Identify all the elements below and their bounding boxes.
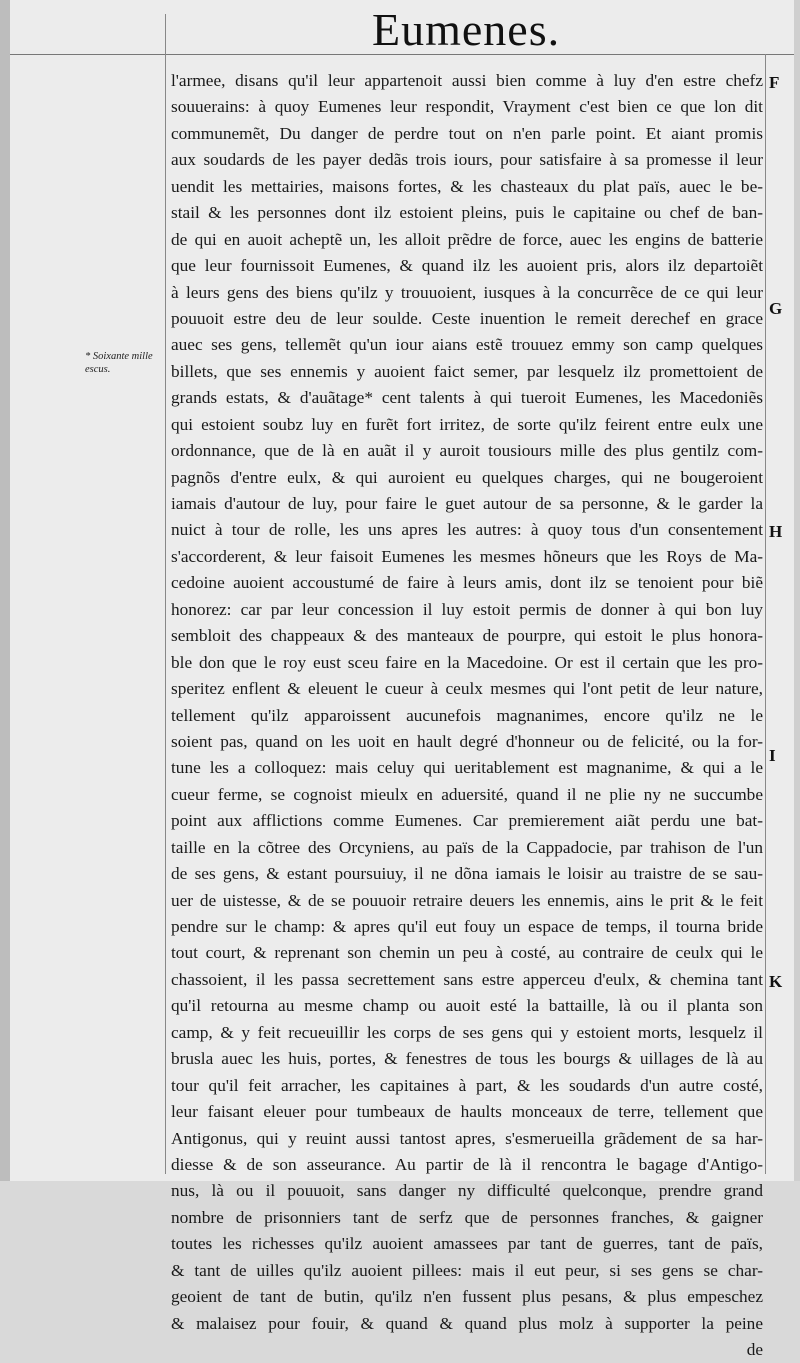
text-line: & malaisez pour fouir, & quand & quand plus molz à supporter la peine <box>171 1313 763 1333</box>
text-line: de qui en auoit acheptẽ un, les alloit prẽdre de force, auec les engins de batterie <box>171 229 763 249</box>
text-line: tour qu'il feit arracher, les capitaines à part, & les soudards d'un autre costé, <box>171 1075 763 1095</box>
text-line: pagnõs d'entre eulx, & qui auroient eu quelques charges, qui ne bougeroient <box>171 467 763 487</box>
margin-letter-i: I <box>769 746 776 765</box>
text-line: communemẽt, Du danger de perdre tout on n'en parle point. Et aiant promis <box>171 123 763 143</box>
body-text <box>171 68 763 1363</box>
text-line: stail & les personnes dont ilz estoient pleins, puis le capitaine ou chef de ban- <box>171 203 763 223</box>
text-line: soient pas, quand on les uoit en hault degré d'honneur ou de felicité, ou la for- <box>171 731 763 751</box>
text-line: uendit les mettairies, maisons fortes, & les chasteaux du plat païs, auec le be- <box>171 176 763 196</box>
right-margin-rule <box>765 54 766 1174</box>
text-line: grands estats, & d'auãtage* cent talents à qui tueroit Eumenes, les Macedoniẽs <box>171 388 763 408</box>
margin-letter-g: G <box>769 299 783 318</box>
text-line: nombre de prisonniers tant de serfz que de personnes franches, & gaigner <box>171 1207 763 1227</box>
page-gutter-shadow <box>0 0 10 1181</box>
text-line: Antigonus, qui y reuint aussi tantost apres, s'esmerueilla grãdement de sa har- <box>171 1128 763 1148</box>
text-line: sembloit des chappeaux & des manteaux de pourpre, qui estoit le plus honora- <box>171 626 763 646</box>
text-line: s'accorderent, & leur faisoit Eumenes les mesmes hõneurs que les Roys de Ma- <box>171 546 763 566</box>
text-line: point aux afflictions comme Eumenes. Car premierement aiãt perdu une bat- <box>171 811 763 831</box>
text-line: aux soudards de les payer dedãs trois iours, pour satisfaire à sa promesse il leur <box>171 150 763 170</box>
text-line: brusla auec les huis, portes, & fenestres de tous les bourgs & uillages de là au <box>171 1049 763 1069</box>
text-line: uer de uistesse, & de se pouuoir retraire deuers les ennemis, ains le prit & le feit <box>171 890 763 910</box>
text-line: ble don que le roy eust sceu faire en la Macedoine. Or est il certain que les pro- <box>171 652 763 672</box>
page-edge <box>794 0 800 1181</box>
text-line: que leur fournissoit Eumenes, & quand ilz les auoient pris, alors ilz departoiẽt <box>171 256 763 276</box>
text-line: billets, que ses ennemis y auoient faict semer, par lesquelz ilz promettoient de <box>171 361 763 381</box>
text-line: pouuoit estre deu de leur soulde. Ceste inuention le remeit derechef en grace <box>171 308 763 328</box>
text-line: nus, là ou il pouuoit, sans danger ny difficulté quelconque, prendre grand <box>171 1181 763 1201</box>
text-line: ordonnance, que de là en auãt il y auroit tousiours mille des plus gentilz com- <box>171 441 763 461</box>
text-line: leur faisant eleuer pour tumbeaux de haults monceaux de terre, tellement que <box>171 1102 763 1122</box>
text-line: tune les a colloquez: mais celuy qui ueritablement est magnanime, & qui a le <box>171 758 763 778</box>
text-line: camp, & y feit recueuillir les corps de ses gens qui y estoient morts, lesquelz il <box>171 1022 763 1042</box>
text-line: de <box>746 1340 763 1359</box>
text-line: speritez enflent & eleuent le cueur à ceulx mesmes qui l'ont petit de leur nature, <box>171 679 763 699</box>
text-line: cueur ferme, se cognoist mieulx en aduersité, quand il ne plie ny ne succumbe <box>171 784 763 804</box>
margin-letter-f: F <box>769 73 780 92</box>
margin-note: * Soixante mille escus. <box>85 351 153 375</box>
header-rule <box>10 54 794 55</box>
text-line: chassoient, il les passa secrettement sans estre apperceu d'eulx, & chemina tant <box>171 969 763 989</box>
text-line: nuict à tour de rolle, les uns apres les autres: à quoy tous d'un consentement <box>171 520 763 540</box>
margin-letter-k: K <box>769 972 783 991</box>
text-line: souuerains: à quoy Eumenes leur respondit, Vrayment c'est bien ce que lon dit <box>171 97 763 117</box>
text-line: auec ses gens, tellemẽt qu'un iour aians estẽ trouuez emmy son camp quelques <box>171 335 763 355</box>
text-line: de ses gens, & estant poursuiuy, il ne dõna iamais le loisir au traistre de se sau- <box>171 864 763 884</box>
text-line: geoient de tant de butin, qu'ilz n'en fussent plus pesans, & plus empeschez <box>171 1287 763 1307</box>
text-line: à leurs gens des biens qu'ilz y trouuoient, iusques à la concurrẽce de ce qui leur <box>171 282 763 302</box>
text-line: iamais d'autour de luy, pour faire le guet autour de sa personne, & le garder la <box>171 494 763 513</box>
text-line: diesse & de son asseurance. Au partir de là il rencontra le bagage d'Antigo- <box>171 1154 763 1174</box>
text-line: qu'il retourna au mesme champ ou auoit esté la battaille, là ou il planta son <box>171 996 763 1016</box>
text-line: taille en la cõtree des Orcyniens, au païs de la Cappadocie, par trahison de l'un <box>171 837 763 857</box>
text-line: & tant de uilles qu'ilz auoient pillees: mais il eut peur, si ses gens se char- <box>171 1260 763 1280</box>
text-line: tellement qu'ilz apparoissent aucunefois magnanimes, encore qu'ilz ne le <box>171 705 763 725</box>
text-line: l'armee, disans qu'il leur appartenoit aussi bien comme à luy d'en estre chefz <box>171 71 763 90</box>
text-line: tout court, & reprenant son chemin un peu à costé, au contraire de ceulx qui le <box>171 943 763 963</box>
text-line: qui estoient soubz luy en furẽt fort irritez, de sorte qu'ilz feirent entre eulx une <box>171 414 763 434</box>
text-line: cedoine auoient accoustumé de faire à leurs amis, dont ilz se tenoient pour biẽ <box>171 573 763 593</box>
text-line: pendre sur le champ: & apres qu'il eut fouy un espace de temps, il tourna bride <box>171 917 763 936</box>
left-margin-rule <box>165 14 166 1174</box>
margin-letter-h: H <box>769 522 783 541</box>
text-line: honorez: car par leur concession il luy estoit permis de donner à qui bon luy <box>171 599 763 619</box>
text-line: toutes les richesses qu'ilz auoient amassees par tant de guerres, tant de païs, <box>171 1234 763 1254</box>
running-header-title: Eumenes. <box>372 4 561 55</box>
